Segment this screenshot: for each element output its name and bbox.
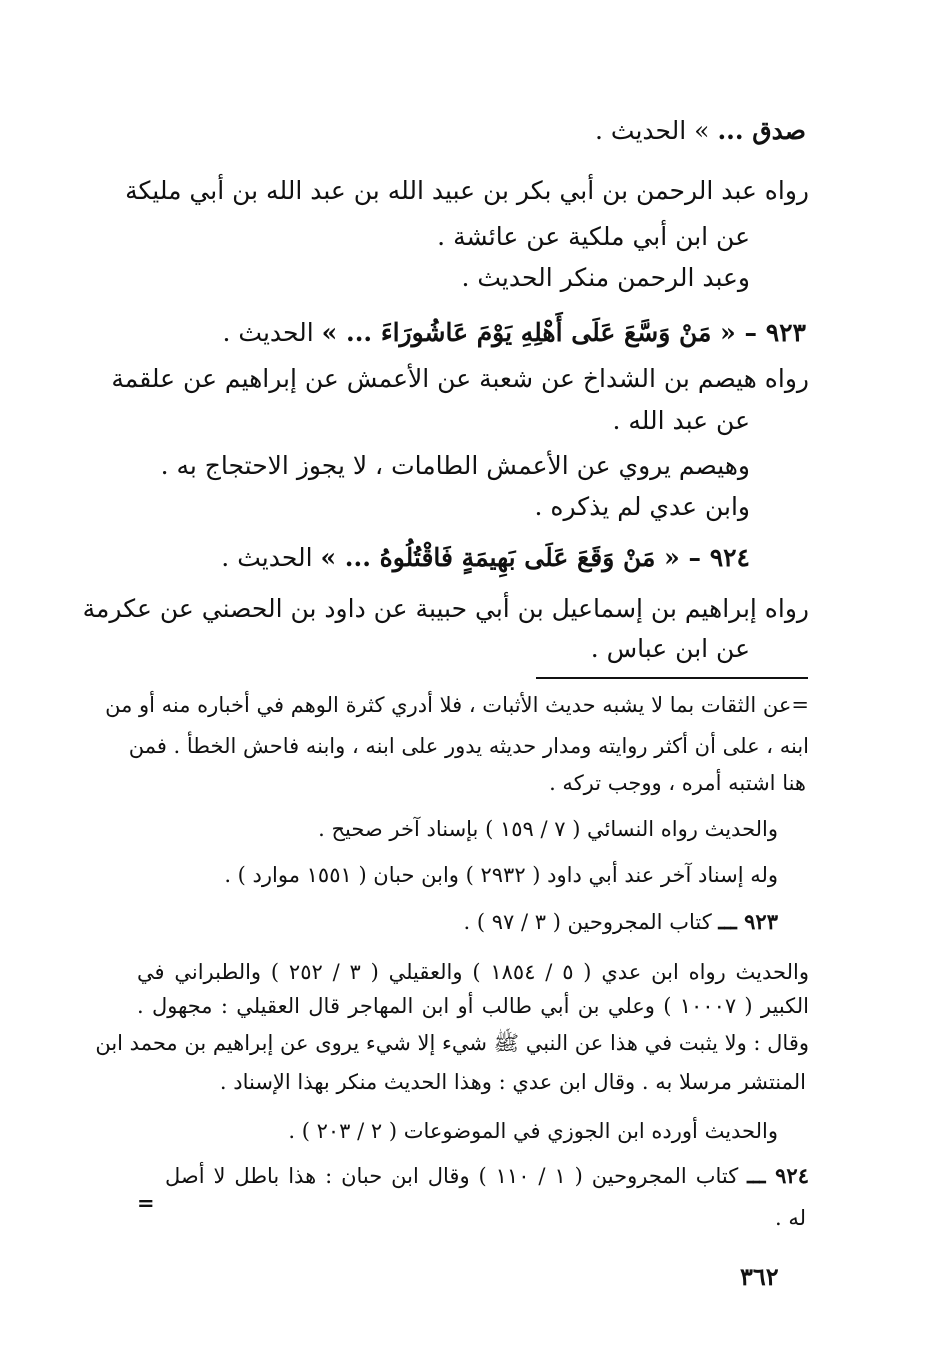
footnote-924 [165,1163,809,1189]
main-line-8: وهيصم يروي عن الأعمش الطامات ، لا يجوز الاحتجاج به . [160,451,750,480]
main-line-3: عن ابن أبي ملكية عن عائشة . [437,222,750,251]
main-line-2: رواه عبد الرحمن بن أبي بكر بن عبيد الله بن عبد الله بن أبي مليكة [125,176,809,205]
footnote-923-text: كتاب المجروحين ( ٣ / ٩٧ ) . [463,910,719,934]
main-line-11: رواه إبراهيم بن إسماعيل بن أبي حبيبة عن داود بن الحصني عن عكرمة [82,594,809,623]
footnote-line-7: والحديث رواه ابن عدي ( ٥ / ١٨٥٤ ) والعقيلي ( ٣ / ٢٥٢ ) والطبراني في [137,960,809,984]
footnote-924-number: ٩٢٤ ـــ [747,1163,809,1188]
main-line-12: عن ابن عباس . [590,634,750,663]
page-number: ٣٦٢ [740,1262,779,1291]
footnote-line-13: له . [774,1206,806,1230]
hadith-924-text: « مَنْ وَقَعَ عَلَى بَهِيمَةٍ فَاقْتُلُوهُ ... » [320,543,689,572]
footnote-line-5: وله إسناد آخر عند أبي داود ( ٢٩٣٢ ) وابن حبان ( ١٥٥١ موارد ) . [224,863,778,887]
main-line-6: رواه هيصم بن الشداخ عن شعبة عن الأعمش عن إبراهيم عن علقمة [111,364,809,393]
footnote-line-8: الكبير ( ١٠٠٠٧ ) وعلي بن أبي طالب أو ابن المهاجر قال العقيلي : مجهول . [137,994,810,1018]
main-line-4: وعبد الرحمن منكر الحديث . [461,263,750,292]
footnote-line-4: والحديث رواه النسائي ( ٧ / ١٥٩ ) بإسناد آخر صحيح . [318,817,778,841]
main-line-1-lead: صدق ... [717,116,806,145]
footnote-line-2: ابنه ، على أن أكثر روايته ومدار حديثه يدور على ابنه ، وابنه فاحش الخطأ . فمن [128,734,809,758]
footnote-line-11: والحديث أورده ابن الجوزي في الموضوعات ( ٢ / ٢٠٣ ) . [288,1119,778,1143]
hadith-924-number: ٩٢٤ – [688,543,750,572]
footnote-line-10: المنتشر مرسلا به . وقال ابن عدي : وهذا الحديث منكر بهذا الإسناد . [219,1070,806,1094]
footnote-line-9: وقال : ولا يثبت في هذا عن النبي ﷺ شيء إلا شيء يروى عن إبراهيم بن محمد ابن [95,1031,809,1055]
footnote-separator [536,677,808,679]
main-line-9: وابن عدي لم يذكره . [534,492,750,521]
hadith-923-heading [223,318,807,348]
footnote-line-1: =عن الثقات بما لا يشبه حديث الأثبات ، فلا أدري كثرة الوهم في أخباره منه أو من [105,693,809,717]
footnote-923-number: ٩٢٣ ـــ [718,909,778,934]
main-line-1-rest: » الحديث . [595,116,718,145]
main-line-7: عن عبد الله . [612,406,750,435]
footnote-924-text: كتاب المجروحين ( ١ / ١١٠ ) وقال ابن حبان : هذا باطل لا أصل [165,1164,748,1188]
hadith-923-number: ٩٢٣ – [744,318,806,347]
footnote-line-3: هنا اشتبه أمره ، ووجب تركه . [549,771,806,795]
main-line-1 [595,116,806,146]
footnote-continuation-mark: = [137,1190,155,1215]
hadith-924-suffix: الحديث . [221,543,321,572]
hadith-923-text: « مَنْ وَسَّعَ عَلَى أَهْلِهِ يَوْمَ عَاشُورَاءَ ... » [321,318,745,347]
hadith-923-suffix: الحديث . [222,318,322,347]
hadith-924-heading [221,543,750,573]
footnote-923 [464,909,778,935]
